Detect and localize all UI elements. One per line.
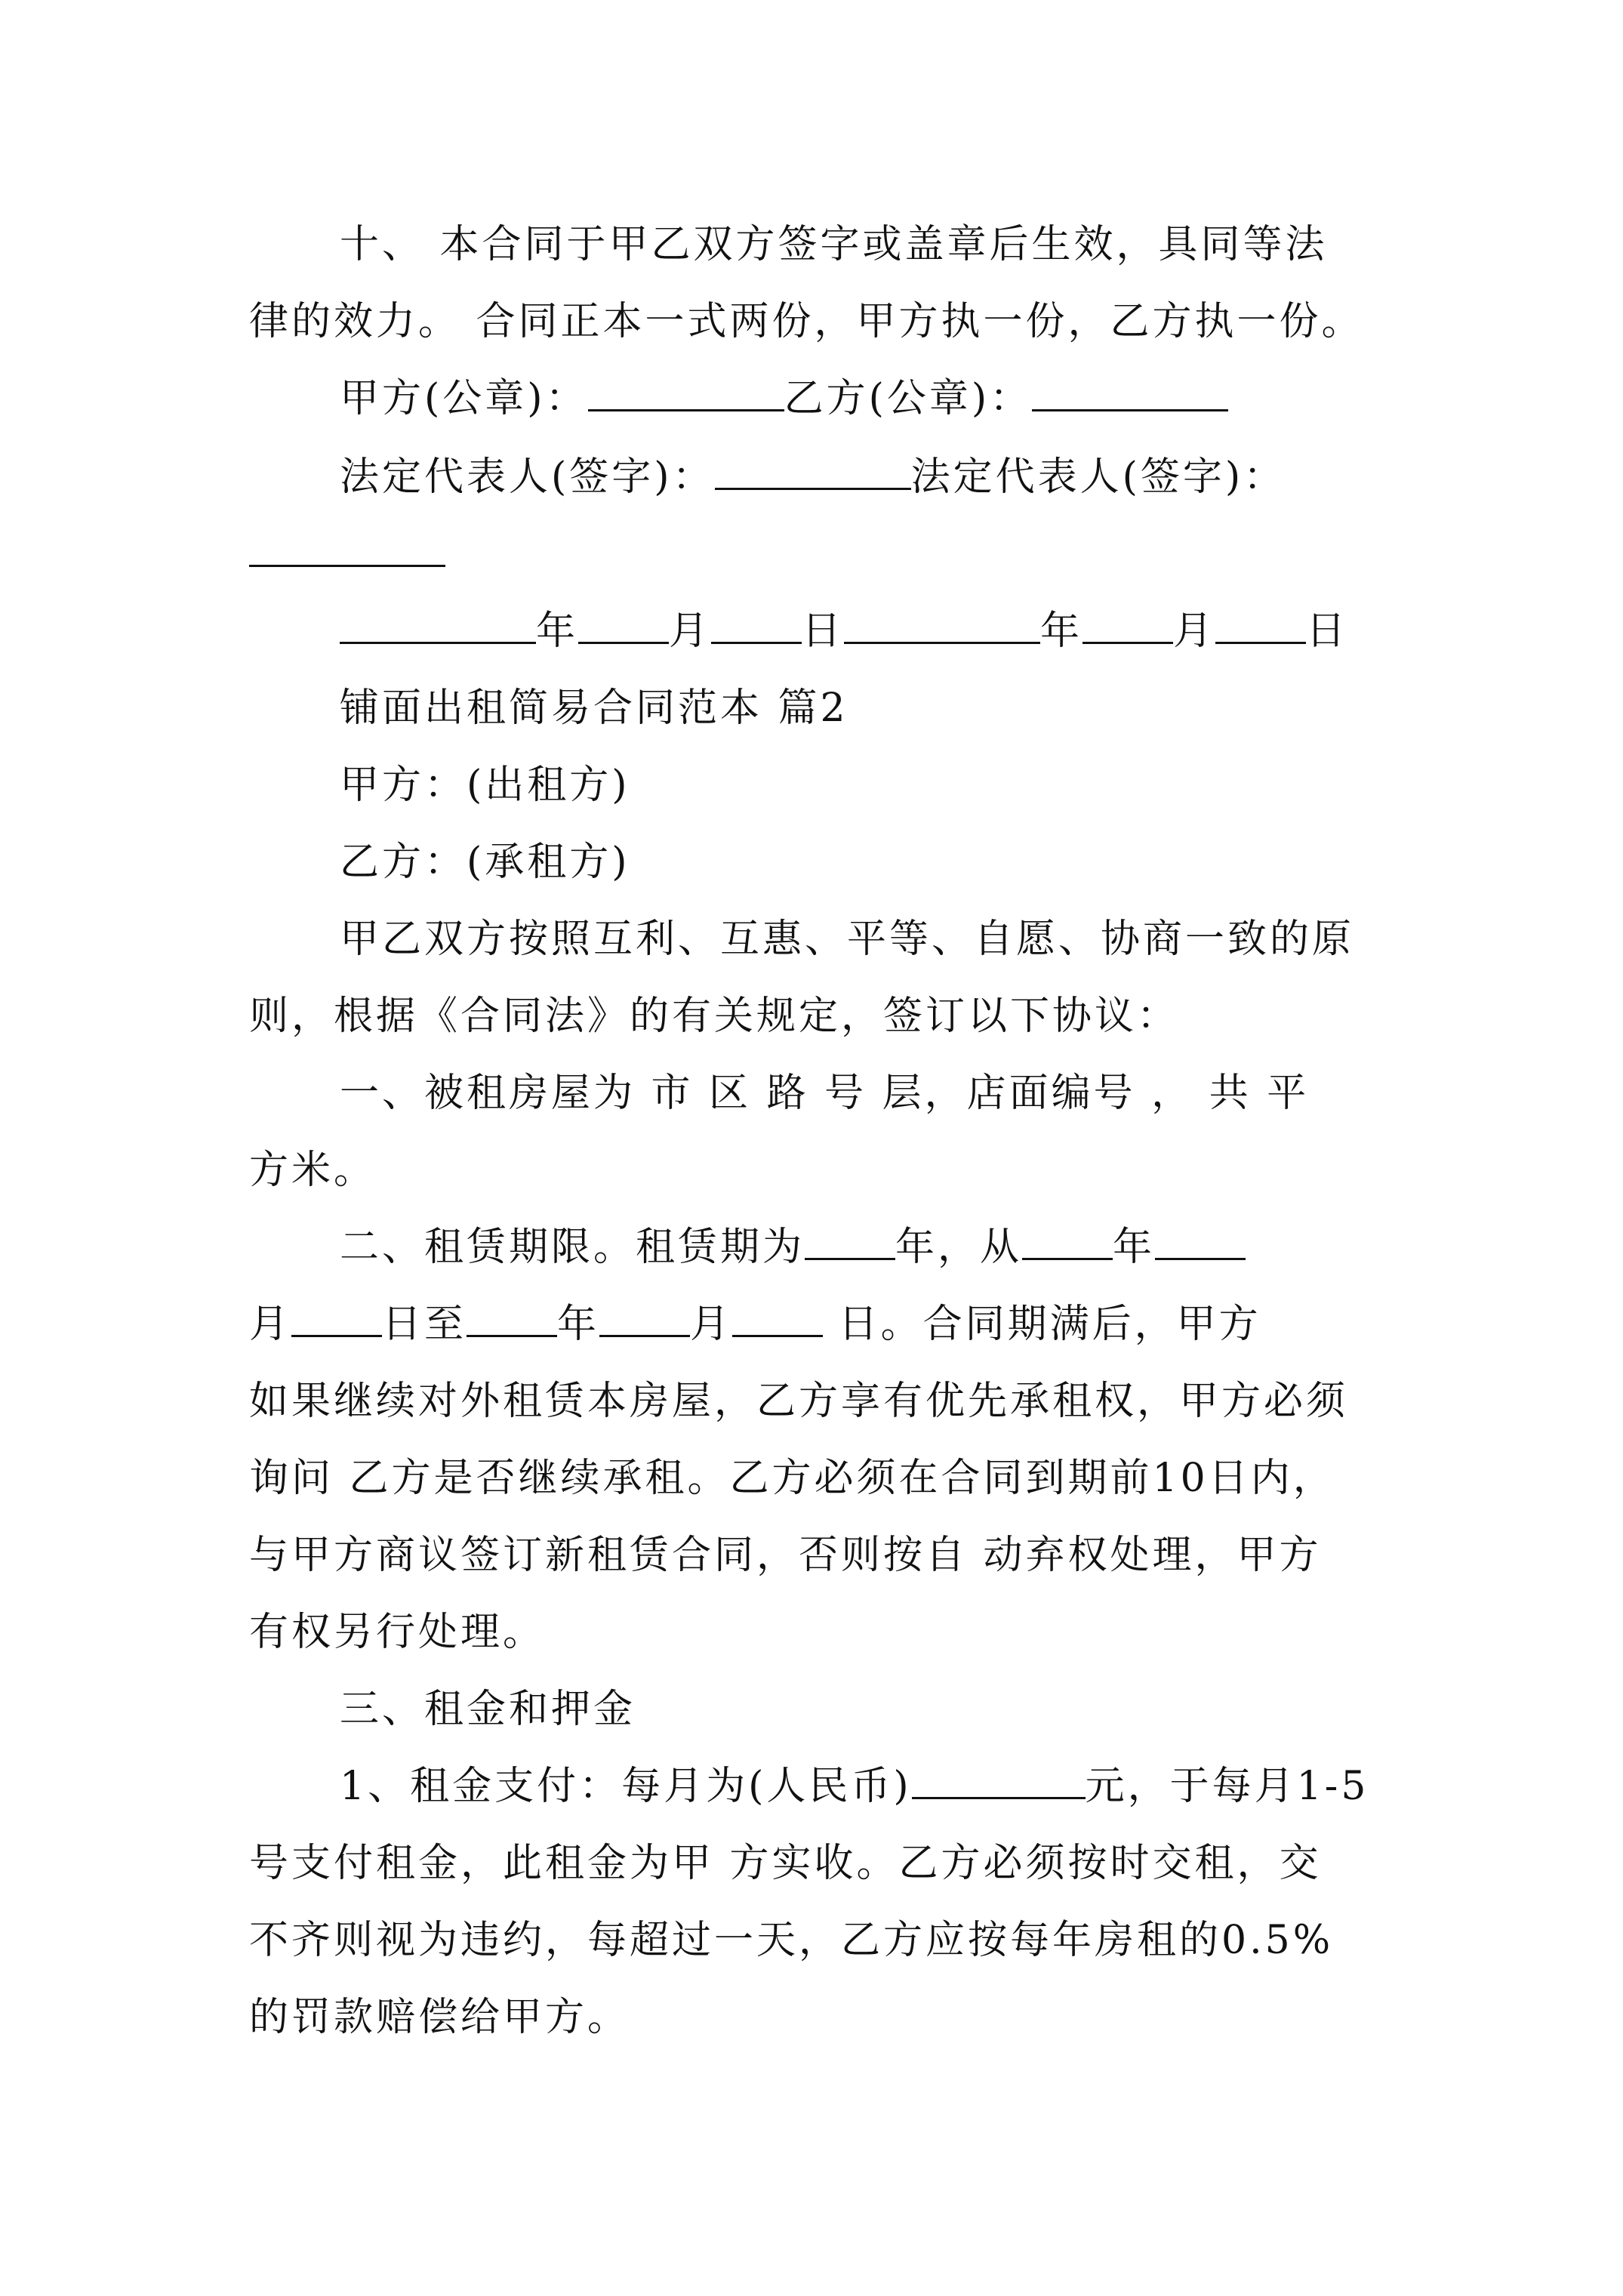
- legal-rep-a-blank: [715, 453, 911, 490]
- party-b: 乙方：(承租方): [340, 840, 630, 885]
- date-b-day-blank: [1215, 607, 1306, 644]
- date-a-day: 日: [802, 609, 845, 654]
- article-2-start-month: 月: [249, 1302, 292, 1347]
- article-2-end-year: 年: [557, 1302, 600, 1347]
- article-2-line-1: [340, 1223, 1246, 1271]
- legal-rep-a-label: 法定代表人(签字)：: [340, 455, 715, 500]
- article-2-line-3: 如果继续对外租赁本房屋，乙方享有优先承租权，甲方必须: [249, 1379, 1349, 1424]
- date-b-month: 月: [1173, 609, 1216, 654]
- article-2-start-year: 年: [1113, 1225, 1156, 1270]
- date-b-year-blank: [844, 607, 1040, 644]
- article-3-title: 三、租金和押金: [340, 1687, 636, 1732]
- article-2-end-year-blank: [467, 1300, 557, 1337]
- article-3-line-1: [340, 1762, 1369, 1811]
- article-2-start-year-blank: [1022, 1223, 1113, 1260]
- article-2-from-label: 年，从: [895, 1225, 1023, 1270]
- article-1-line-2: 方米。: [249, 1148, 377, 1193]
- date-a-year: 年: [536, 609, 579, 654]
- clause-10-line-1: 十、 本合同于甲乙双方签字或盖章后生效，具同等法: [340, 222, 1328, 267]
- date-b-day: 日: [1306, 609, 1349, 654]
- party-a-seal-blank: [588, 374, 784, 411]
- article-2-line-6: 有权另行处理。: [249, 1610, 546, 1655]
- article-2-line-5: 与甲方商议签订新租赁合同，否则按自 动弃权处理，甲方: [249, 1533, 1322, 1578]
- date-a-month-blank: [578, 607, 669, 644]
- preamble-line-1: 甲乙双方按照互利、互惠、平等、自愿、协商一致的原: [340, 917, 1355, 962]
- legal-rep-b-label: 法定代表人(签字)：: [910, 455, 1286, 500]
- seal-line: [340, 374, 1228, 423]
- article-3-line-4: 的罚款赔偿给甲方。: [249, 1995, 630, 2040]
- article-1-line-1: 一、被租房屋为 市 区 路 号 层，店面编号 ， 共 平: [340, 1071, 1310, 1116]
- article-2-end-month: 月: [690, 1302, 733, 1347]
- party-a: 甲方：(出租方): [340, 763, 630, 808]
- article-2-end-month-blank: [599, 1300, 690, 1337]
- section-2-title: 铺面出租简易合同范本 篇2: [340, 686, 848, 731]
- date-b-year: 年: [1040, 609, 1083, 654]
- article-2-line-4: 询问 乙方是否继续承租。乙方必须在合同到期前10日内，: [249, 1456, 1335, 1501]
- legal-rep-b-blank-line: [249, 530, 445, 578]
- article-2-to-label: 日至: [382, 1302, 467, 1347]
- article-2-end-day-blank: [732, 1300, 823, 1337]
- article-2-start-month-blank: [1155, 1223, 1246, 1260]
- party-a-seal-label: 甲方(公章)：: [340, 376, 588, 421]
- legal-rep-b-blank: [249, 530, 445, 567]
- article-2-term-blank: [805, 1223, 895, 1260]
- article-3-rent-unit: 元，于每月1-5: [1085, 1764, 1369, 1809]
- article-3-rent-blank: [912, 1762, 1086, 1799]
- preamble-line-2: 则，根据《合同法》的有关规定，签订以下协议：: [249, 994, 1180, 1039]
- article-3-line-3: 不齐则视为违约，每超过一天，乙方应按每年房租的0.5%: [249, 1918, 1334, 1963]
- article-2-term-label: 二、租赁期限。租赁期为: [340, 1225, 805, 1270]
- clause-10-line-2: 律的效力。 合同正本一式两份，甲方执一份，乙方执一份。: [249, 299, 1364, 344]
- date-a-month: 月: [669, 609, 712, 654]
- article-2-end-day: 日。合同期满后，甲方: [823, 1302, 1261, 1347]
- article-3-rent-label: 1、租金支付：每月为(人民币): [340, 1764, 912, 1809]
- party-b-seal-blank: [1032, 374, 1228, 411]
- legal-rep-line: [340, 453, 1286, 501]
- date-a-day-blank: [711, 607, 802, 644]
- date-a-year-blank: [340, 607, 536, 644]
- date-b-month-blank: [1083, 607, 1173, 644]
- date-line: [340, 607, 1348, 655]
- party-b-seal-label: 乙方(公章)：: [784, 376, 1033, 421]
- article-3-line-2: 号支付租金，此租金为甲 方实收。乙方必须按时交租，交: [249, 1841, 1322, 1886]
- article-2-start-day-blank: [291, 1300, 382, 1337]
- article-2-line-2: [249, 1300, 1261, 1348]
